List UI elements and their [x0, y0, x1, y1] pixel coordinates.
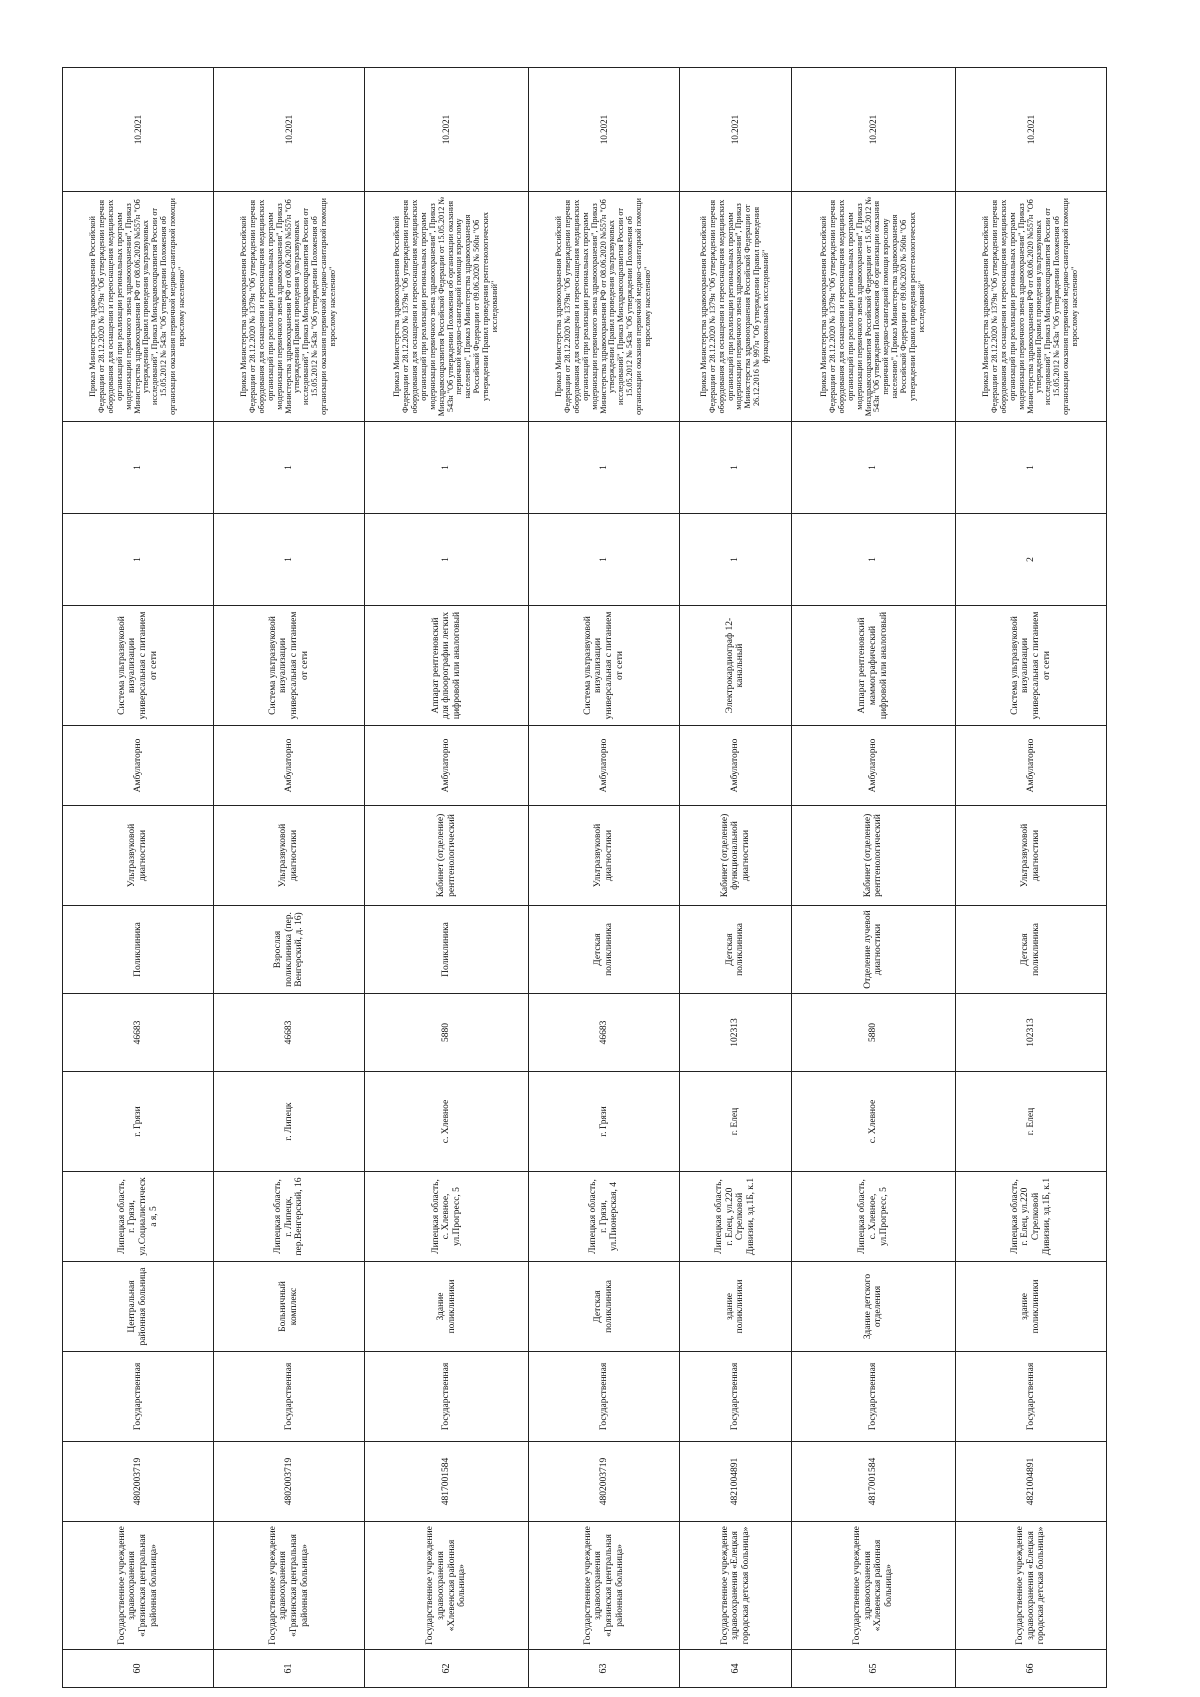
quantity-need: 1 — [791, 514, 955, 606]
quantity-plan: 1 — [214, 422, 365, 514]
quantity-need: 1 — [529, 514, 680, 606]
delivery-date: 10.2021 — [63, 68, 214, 192]
delivery-date: 10.2021 — [680, 68, 792, 192]
equipment: Система ультразвуковой визуализации универсальная с питанием от сети — [529, 606, 680, 726]
ownership-form: Государственная — [680, 1352, 792, 1442]
quantity-need: 1 — [63, 514, 214, 606]
inn: 4802003719 — [63, 1442, 214, 1522]
locality: г. Елец — [680, 1072, 792, 1172]
row-number: 62 — [365, 1650, 529, 1688]
inn: 4802003719 — [529, 1442, 680, 1522]
equipment: Система ультразвуковой визуализации универсальная с питанием от сети — [955, 606, 1106, 726]
subdivision: Детская поликлиника — [955, 906, 1106, 994]
care-type: Амбулаторно — [214, 726, 365, 806]
building: Здание детского отделения — [791, 1262, 955, 1352]
legal-basis: Приказ Министерства здравоохранения Российской Федерации от 28.12.2020 № 1379н "Об утверждении перечня оборудования для оснащения и переоснащения медицинских организаций при реализации региональных программ модернизации первичного звена здравоохранения", Приказ Минздравсоцразвития Российской Федерации от 15.05.2012 № 543н "Об утверждении Положения об организации оказания первичной медико-санитарной помощи взрослому населению", Приказ Министерства здравоохранения Российской Федерации от 09.06.2020 № 560н "Об утверждении Правил проведения рентгенологических исследований" — [791, 192, 955, 422]
table-row — [63, 68, 214, 1688]
quantity-plan: 1 — [680, 422, 792, 514]
population: 46683 — [63, 994, 214, 1072]
table-body — [63, 68, 1107, 1688]
legal-basis: Приказ Министерства здравоохранения Российской Федерации от 28.12.2020 № 1379н "Об утверждении перечня оборудования для оснащения и переоснащения медицинских организаций при реализации региональных программ модернизации первичного звена здравоохранения", Приказ Министерства здравоохранения РФ от 08.06.2020 №557н "Об утверждении Правил проведения ультразвуковых исследований", Приказ Минздравсоцразвития России от 15.05.2012 № 543н "Об утверждении Положения об организации оказания первичной медико-санитарной помощи взрослому населению" — [955, 192, 1106, 422]
equipment: Электрокардиограф 12-канальный — [680, 606, 792, 726]
quantity-need: 2 — [955, 514, 1106, 606]
ownership-form: Государственная — [365, 1352, 529, 1442]
equipment: Аппарат рентгеновский маммографический цифровой или аналоговый — [791, 606, 955, 726]
population: 46683 — [214, 994, 365, 1072]
quantity-need: 1 — [680, 514, 792, 606]
building: Больничный комплекс — [214, 1262, 365, 1352]
subdivision: Отделение лучевой диагностики — [791, 906, 955, 994]
delivery-date: 10.2021 — [955, 68, 1106, 192]
population: 102313 — [955, 994, 1106, 1072]
building: здание поликлиники — [680, 1262, 792, 1352]
inn: 4821004891 — [680, 1442, 792, 1522]
locality: г. Грязи — [529, 1072, 680, 1172]
inn: 4821004891 — [955, 1442, 1106, 1522]
delivery-date: 10.2021 — [529, 68, 680, 192]
subdivision: Поликлиника — [365, 906, 529, 994]
quantity-plan: 1 — [63, 422, 214, 514]
care-type: Амбулаторно — [365, 726, 529, 806]
quantity-plan: 1 — [791, 422, 955, 514]
quantity-need: 1 — [365, 514, 529, 606]
quantity-plan: 1 — [529, 422, 680, 514]
quantity-plan: 1 — [365, 422, 529, 514]
department: Ультразвуковой диагностики — [955, 806, 1106, 906]
address: Липецкая область, г. Липецк, пер.Венгерский, 16 — [214, 1172, 365, 1262]
building: здание поликлиники — [955, 1262, 1106, 1352]
organization-name: Государственное учреждение здравоохранения «Хлевенская районная больница» — [791, 1522, 955, 1650]
row-number: 60 — [63, 1650, 214, 1688]
subdivision: Поликлиника — [63, 906, 214, 994]
inn: 4817001584 — [365, 1442, 529, 1522]
quantity-need: 1 — [214, 514, 365, 606]
row-number: 64 — [680, 1650, 792, 1688]
ownership-form: Государственная — [529, 1352, 680, 1442]
population: 102313 — [680, 994, 792, 1072]
address: Липецкая область, г. Елец, ул.220 Стрелковой Дивизии, зд.1Б, к.1 — [955, 1172, 1106, 1262]
department: Кабинет (отделение) рентгенологический — [365, 806, 529, 906]
department: Ультразвуковой диагностики — [63, 806, 214, 906]
locality: г. Елец — [955, 1072, 1106, 1172]
ownership-form: Государственная — [955, 1352, 1106, 1442]
department: Кабинет (отделение) рентгенологический — [791, 806, 955, 906]
subdivision: Детская поликлиника — [529, 906, 680, 994]
care-type: Амбулаторно — [791, 726, 955, 806]
rotated-table-wrapper — [62, 68, 1107, 1688]
table-row — [791, 68, 955, 1688]
legal-basis: Приказ Министерства здравоохранения Российской Федерации от 28.12.2020 № 1379н "Об утверждении перечня оборудования для оснащения и переоснащения медицинских организаций при реализации региональных программ модернизации первичного звена здравоохранения", Приказ Минздравсоцразвития Российской Федерации от 15.05.2012 № 543н "Об утверждении Положения об организации оказания первичной медико-санитарной помощи взрослому населению", Приказ Министерства здравоохранения Российской Федерации от 09.06.2020 № 560н "Об утверждении Правил проведения рентгенологических исследований" — [365, 192, 529, 422]
care-type: Амбулаторно — [529, 726, 680, 806]
delivery-date: 10.2021 — [365, 68, 529, 192]
organization-name: Государственное учреждение здравоохранения «Елецкая городская детская больница» — [680, 1522, 792, 1650]
population: 5880 — [365, 994, 529, 1072]
table-row — [214, 68, 365, 1688]
locality: г. Липецк — [214, 1072, 365, 1172]
equipment: Система ультразвуковой визуализации универсальная с питанием от сети — [63, 606, 214, 726]
quantity-plan: 1 — [955, 422, 1106, 514]
building: Детская поликлиника — [529, 1262, 680, 1352]
organization-name: Государственное учреждение здравоохранения «Елецкая городская детская больница» — [955, 1522, 1106, 1650]
building: Здание поликлиники — [365, 1262, 529, 1352]
population: 5880 — [791, 994, 955, 1072]
address: Липецкая область, с. Хлевное, ул.Прогресс, 5 — [791, 1172, 955, 1262]
organization-name: Государственное учреждение здравоохранения «Хлевенская районная больница» — [365, 1522, 529, 1650]
address: Липецкая область, г. Грязи, ул.Социалистическа я, 5 — [63, 1172, 214, 1262]
legal-basis: Приказ Министерства здравоохранения Российской Федерации от 28.12.2020 № 1379н "Об утверждении перечня оборудования для оснащения и переоснащения медицинских организаций при реализации региональных программ модернизации первичного звена здравоохранения", Приказ Министерства здравоохранения РФ от 08.06.2020 №557н "Об утверждении Правил проведения ультразвуковых исследований", Приказ Минздравсоцразвития России от 15.05.2012 № 543н "Об утверждении Положения об организации оказания первичной медико-санитарной помощи взрослому населению" — [214, 192, 365, 422]
population: 46683 — [529, 994, 680, 1072]
row-number: 61 — [214, 1650, 365, 1688]
department: Ультразвуковой диагностики — [529, 806, 680, 906]
legal-basis: Приказ Министерства здравоохранения Российской Федерации от 28.12.2020 № 1379н "Об утверждении перечня оборудования для оснащения и переоснащения медицинских организаций при реализации региональных программ модернизации первичного звена здравоохранения", Приказ Министерства здравоохранения РФ от 08.06.2020 №557н "Об утверждении Правил проведения ультразвуковых исследований", Приказ Минздравсоцразвития России от 15.05.2012 № 543н "Об утверждении Положения об организации оказания первичной медико-санитарной помощи взрослому населению" — [529, 192, 680, 422]
row-number: 63 — [529, 1650, 680, 1688]
delivery-date: 10.2021 — [791, 68, 955, 192]
address: Липецкая область, с. Хлевное, ул.Прогресс, 5 — [365, 1172, 529, 1262]
locality: с. Хлевное — [791, 1072, 955, 1172]
ownership-form: Государственная — [63, 1352, 214, 1442]
legal-basis: Приказ Министерства здравоохранения Российской Федерации от 28.12.2020 № 1379н "Об утверждении перечня оборудования для оснащения и переоснащения медицинских организаций при реализации региональных программ модернизации первичного звена здравоохранения", Приказ Министерства здравоохранения РФ от 08.06.2020 №557н "Об утверждении Правил проведения ультразвуковых исследований", Приказ Минздравсоцразвития России от 15.05.2012 № 543н "Об утверждении Положения об организации оказания первичной медико-санитарной помощи взрослому населению" — [63, 192, 214, 422]
organization-name: Государственное учреждение здравоохранения «Грязинская центральная районная больница» — [214, 1522, 365, 1650]
organization-name: Государственное учреждение здравоохранения «Грязинская центральная районная больница» — [529, 1522, 680, 1650]
ownership-form: Государственная — [791, 1352, 955, 1442]
care-type: Амбулаторно — [680, 726, 792, 806]
row-number: 66 — [955, 1650, 1106, 1688]
care-type: Амбулаторно — [955, 726, 1106, 806]
row-number: 65 — [791, 1650, 955, 1688]
building: Центральная районная больница — [63, 1262, 214, 1352]
table-row — [529, 68, 680, 1688]
equipment: Аппарат рентгеновский для флюорографии легких цифровой или аналоговый — [365, 606, 529, 726]
inn: 4817001584 — [791, 1442, 955, 1522]
address: Липецкая область, г. Елец, ул.220 Стрелковой Дивизии, зд.1Б, к.1 — [680, 1172, 792, 1262]
subdivision: Детская поликлиника — [680, 906, 792, 994]
department: Кабинет (отделение) функциональной диагностики — [680, 806, 792, 906]
table-row — [680, 68, 792, 1688]
inn: 4802003719 — [214, 1442, 365, 1522]
table-row — [955, 68, 1106, 1688]
delivery-date: 10.2021 — [214, 68, 365, 192]
organization-name: Государственное учреждение здравоохранения «Грязинская центральная районная больница» — [63, 1522, 214, 1650]
address: Липецкая область, г. Грязи, ул.Пионерская, 4 — [529, 1172, 680, 1262]
equipment-register-table — [62, 67, 1107, 1688]
equipment: Система ультразвуковой визуализации универсальная с питанием от сети — [214, 606, 365, 726]
department: Ультразвуковой диагностики — [214, 806, 365, 906]
care-type: Амбулаторно — [63, 726, 214, 806]
subdivision: Взрослая поликлиника (пер. Венгерский, д. 16) — [214, 906, 365, 994]
legal-basis: Приказ Министерства здравоохранения Российской Федерации от 28.12.2020 № 1379н "Об утверждении перечня оборудования для оснащения и переоснащения медицинских организаций при реализации региональных программ модернизации первичного звена здравоохранения", Приказ Министерства здравоохранения Российской Федерации от 26.12.2016 № 997н "Об утверждении Правил проведения функциональных исследований" — [680, 192, 792, 422]
table-row — [365, 68, 529, 1688]
ownership-form: Государственная — [214, 1352, 365, 1442]
locality: г. Грязи — [63, 1072, 214, 1172]
locality: с. Хлевное — [365, 1072, 529, 1172]
